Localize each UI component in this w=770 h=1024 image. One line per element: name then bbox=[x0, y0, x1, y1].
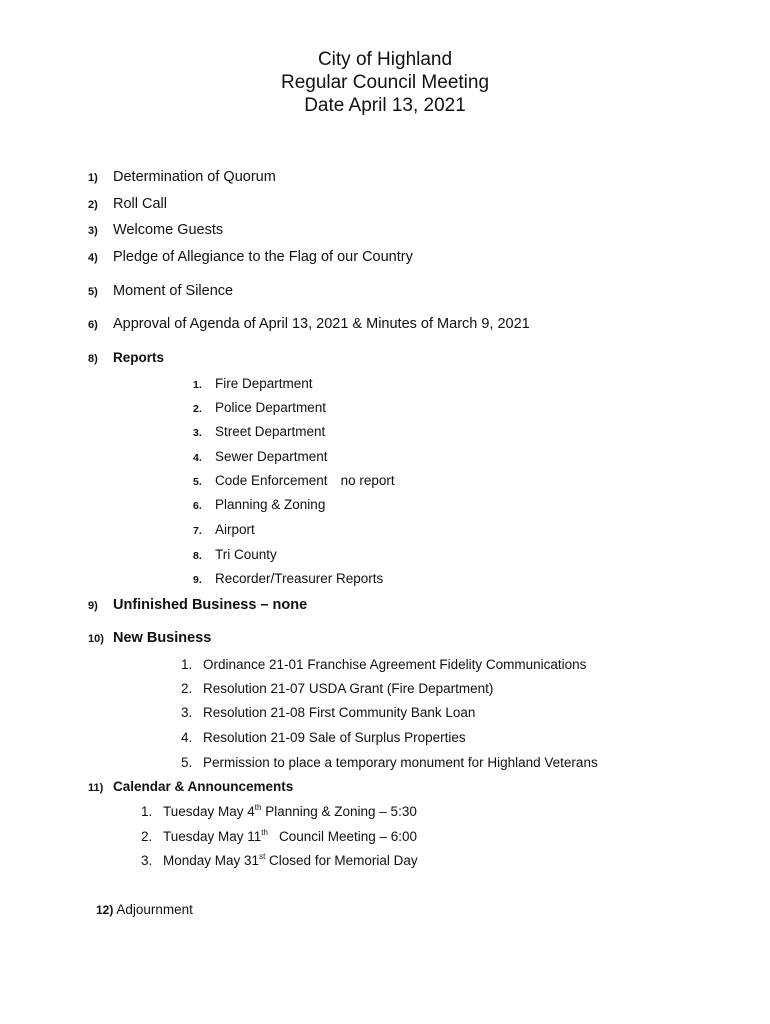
calendar-event: Council Meeting – 6:00 bbox=[278, 829, 418, 844]
calendar-number: 3. bbox=[141, 853, 153, 868]
agenda-item-label: Calendar & Announcements bbox=[113, 779, 294, 794]
agenda-item-number: 2) bbox=[88, 199, 98, 211]
agenda-item-number: 4) bbox=[88, 252, 98, 264]
report-label: Tri County bbox=[215, 547, 277, 562]
report-label: Sewer Department bbox=[215, 449, 328, 464]
report-number: 5. bbox=[193, 476, 202, 488]
report-number: 6. bbox=[193, 500, 202, 512]
agenda-item-label: New Business bbox=[113, 630, 212, 646]
calendar-date: Tuesday May 4 bbox=[163, 804, 255, 819]
report-label: Airport bbox=[215, 522, 255, 537]
calendar-ordinal: st bbox=[259, 852, 266, 861]
meeting-date: Date April 13, 2021 bbox=[304, 95, 466, 116]
agenda-item-label: Reports bbox=[113, 350, 165, 365]
report-item bbox=[193, 472, 395, 491]
agenda-item-5 bbox=[88, 282, 233, 301]
agenda-item-label: Pledge of Allegiance to the Flag of our Country bbox=[113, 249, 413, 265]
agenda-item-label: Approval of Agenda of April 13, 2021 & Minutes of March 9, 2021 bbox=[113, 316, 530, 332]
calendar-ordinal: th bbox=[261, 828, 268, 837]
agenda-item-number: 6) bbox=[88, 319, 98, 331]
agenda-item-6 bbox=[88, 315, 530, 334]
city-title: City of Highland bbox=[317, 49, 453, 70]
calendar-number: 2. bbox=[141, 829, 153, 844]
report-label: Street Department bbox=[215, 424, 326, 439]
new-business-label: Resolution 21-07 USDA Grant (Fire Department) bbox=[203, 681, 494, 696]
agenda-item-label: Moment of Silence bbox=[113, 283, 234, 299]
report-item bbox=[193, 496, 325, 515]
new-business-number: 2. bbox=[181, 681, 193, 696]
agenda-item-label: Determination of Quorum bbox=[113, 169, 276, 185]
report-item bbox=[193, 448, 328, 467]
agenda-item-adjournment bbox=[96, 901, 193, 919]
calendar-item bbox=[141, 852, 418, 870]
report-number: 7. bbox=[193, 525, 202, 537]
new-business-number: 5. bbox=[181, 755, 193, 770]
report-label: Recorder/Treasurer Reports bbox=[215, 571, 384, 586]
agenda-item-number: 9) bbox=[88, 600, 98, 612]
agenda-item-new-business bbox=[88, 629, 211, 648]
report-number: 3. bbox=[193, 427, 202, 439]
report-number: 1. bbox=[193, 379, 202, 391]
report-item bbox=[193, 423, 325, 442]
agenda-item-number: 8) bbox=[88, 353, 98, 365]
report-label: Planning & Zoning bbox=[215, 497, 326, 512]
calendar-number: 1. bbox=[141, 804, 153, 819]
report-number: 4. bbox=[193, 452, 202, 464]
agenda-item-label: Roll Call bbox=[113, 196, 167, 212]
agenda-item-4 bbox=[88, 248, 413, 267]
calendar-event: Planning & Zoning – 5:30 bbox=[261, 804, 417, 819]
new-business-label: Permission to place a temporary monument for Highland Veterans bbox=[203, 755, 598, 770]
agenda-item-number: 12) bbox=[96, 903, 114, 917]
calendar-date: Tuesday May 11 bbox=[163, 829, 262, 844]
report-number: 2. bbox=[193, 403, 202, 415]
report-number: 9. bbox=[193, 574, 202, 586]
new-business-label: Ordinance 21-01 Franchise Agreement Fidelity Communications bbox=[203, 657, 587, 672]
report-note: no report bbox=[340, 473, 395, 488]
new-business-item bbox=[181, 729, 466, 747]
meeting-title: Regular Council Meeting bbox=[280, 72, 490, 93]
new-business-item bbox=[181, 680, 493, 698]
calendar-item bbox=[141, 828, 417, 846]
agenda-item-1 bbox=[88, 168, 276, 187]
agenda-item-label: Unfinished Business – none bbox=[113, 597, 308, 613]
new-business-number: 4. bbox=[181, 730, 193, 745]
calendar-date: Monday May 31 bbox=[163, 853, 260, 868]
report-label: Police Department bbox=[215, 400, 327, 415]
report-item bbox=[193, 546, 277, 565]
report-item bbox=[193, 375, 313, 394]
agenda-item-2 bbox=[88, 195, 167, 214]
agenda-item-3 bbox=[88, 221, 223, 240]
report-item bbox=[193, 570, 383, 589]
calendar-item bbox=[141, 803, 417, 821]
new-business-item bbox=[181, 754, 598, 772]
report-item bbox=[193, 521, 255, 540]
new-business-item bbox=[181, 704, 475, 722]
agenda-item-calendar bbox=[88, 778, 293, 797]
agenda-item-reports bbox=[88, 349, 164, 368]
report-item bbox=[193, 399, 326, 418]
agenda-item-unfinished-business bbox=[88, 596, 307, 615]
new-business-number: 1. bbox=[181, 657, 193, 672]
new-business-label: Resolution 21-09 Sale of Surplus Properties bbox=[203, 730, 466, 745]
calendar-ordinal: th bbox=[254, 803, 262, 812]
new-business-item bbox=[181, 656, 586, 674]
agenda-item-number: 3) bbox=[88, 225, 98, 237]
agenda-item-label: Adjournment bbox=[116, 902, 193, 917]
report-number: 8. bbox=[193, 550, 202, 562]
calendar-event: Closed for Memorial Day bbox=[265, 853, 418, 868]
new-business-label: Resolution 21-08 First Community Bank Loan bbox=[203, 705, 476, 720]
report-label: Code Enforcement bbox=[215, 473, 328, 488]
report-label: Fire Department bbox=[215, 376, 313, 391]
agenda-item-number: 5) bbox=[88, 286, 98, 298]
agenda-item-number: 10) bbox=[88, 633, 104, 645]
agenda-item-number: 1) bbox=[88, 172, 98, 184]
new-business-number: 3. bbox=[181, 705, 193, 720]
agenda-item-number: 11) bbox=[88, 782, 104, 794]
agenda-item-label: Welcome Guests bbox=[113, 222, 224, 238]
